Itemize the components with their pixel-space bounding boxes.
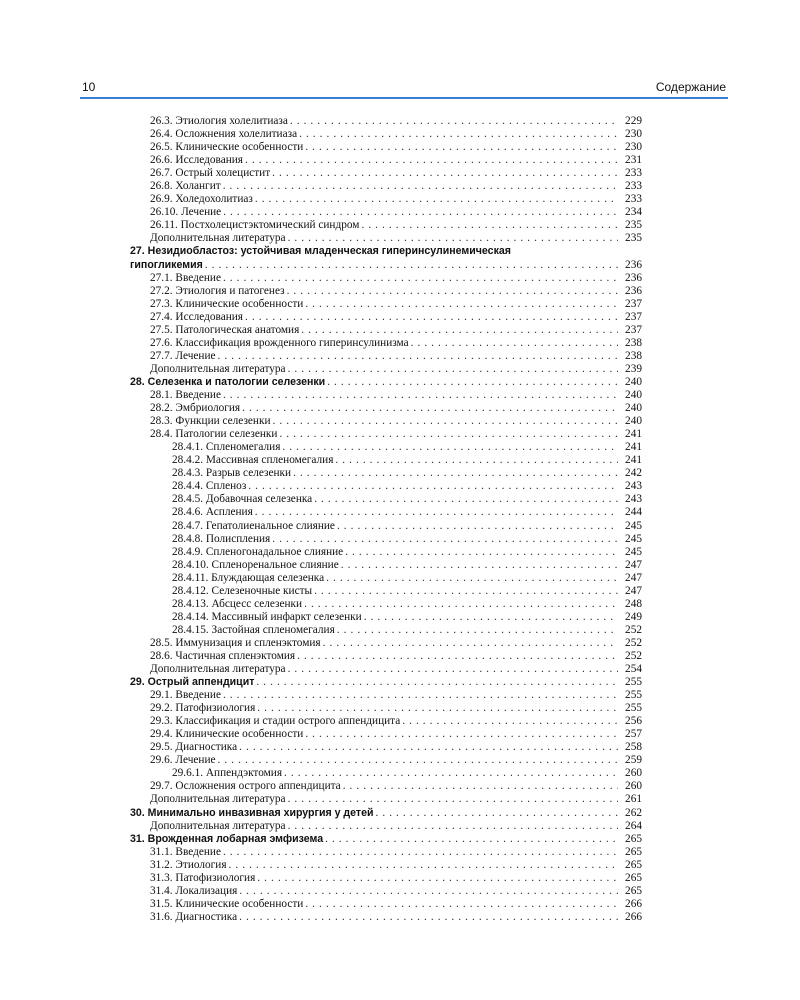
toc-leader-dots [314,493,618,506]
toc-leader-dots [223,206,618,219]
toc-leader-dots [287,285,618,298]
toc-page-number: 245 [625,519,642,532]
toc-entry[interactable] [130,115,642,128]
toc-page-number: 249 [625,610,642,623]
toc-entry-title: 31.2. Этиология [150,858,227,871]
toc-leader-dots [205,259,618,272]
toc-page-number: 238 [625,349,642,362]
toc-leader-dots [218,350,618,363]
toc-entry[interactable] [130,324,642,337]
toc-leader-dots [376,807,619,820]
toc-page-number: 260 [625,767,642,780]
toc-leader-dots [343,780,618,793]
toc-page-number: 259 [625,754,642,767]
toc-page-number: 252 [625,623,642,636]
toc-page-number: 265 [625,832,642,845]
toc-entry-title: 28.4.4. Спленоз [172,480,247,493]
toc-entry[interactable] [130,546,642,559]
toc-entry-title: 28.4.6. Аспления [172,506,253,519]
toc-entry[interactable] [130,637,642,650]
toc-entry[interactable] [130,754,642,767]
toc-entry[interactable] [130,141,642,154]
toc-entry-title: 28.1. Введение [150,389,221,402]
toc-entry-title: 28.4.5. Добавочная селезенка [172,493,313,506]
toc-entry-title: 28.4.1. Спленомегалия [172,441,281,454]
toc-leader-dots [299,128,618,141]
toc-leader-dots [239,911,618,924]
toc-entry-title: 28.3. Функции селезенки [150,415,271,428]
toc-entry[interactable] [130,441,642,454]
toc-entry-title: 28.4.12. Селезеночные кисты [172,584,313,597]
toc-page-number: 241 [625,428,642,441]
toc-chapter-entry[interactable] [130,676,642,689]
toc-entry[interactable] [130,311,642,324]
toc-page-number: 237 [625,323,642,336]
toc-entry-title: 28.5. Иммунизация и спленэктомия [150,636,321,649]
toc-entry[interactable] [130,402,642,415]
toc-page-number: 252 [625,636,642,649]
toc-entry[interactable] [130,428,642,441]
toc-entry[interactable] [130,154,642,167]
toc-entry[interactable] [130,167,642,180]
toc-page-number: 243 [625,493,642,506]
toc-leader-dots [341,559,618,572]
toc-page-number: 240 [625,415,642,428]
toc-page-number: 245 [625,545,642,558]
toc-leader-dots [279,428,618,441]
toc-entry-title: 27.7. Лечение [150,349,216,362]
toc-entry-title: 27.3. Клинические особенности [150,297,304,310]
toc-entry[interactable] [130,846,642,859]
toc-entry[interactable] [130,206,642,219]
toc-entry[interactable] [130,741,642,754]
toc-page-number: 254 [625,663,642,676]
toc-entry-title: 28.4.11. Блуждающая селезенка [172,571,325,584]
toc-entry-title: Дополнительная литература [150,663,286,676]
toc-entry[interactable] [130,585,642,598]
toc-entry-title: Дополнительная литература [150,793,286,806]
toc-entry-title: 29. Острый аппендицит [130,676,255,689]
toc-leader-dots [314,585,618,598]
toc-leader-dots [239,741,618,754]
toc-entry-title: 28.4.10. Спленоренальное слияние [172,558,339,571]
toc-entry[interactable] [130,363,642,376]
toc-entry-title: 28.4.7. Гепатолиенальное слияние [172,519,335,532]
toc-leader-dots [345,546,618,559]
toc-leader-dots [361,219,618,232]
toc-leader-dots [245,311,618,324]
toc-page-number: 265 [625,858,642,871]
toc-leader-dots [288,793,618,806]
toc-leader-dots [282,441,618,454]
toc-leader-dots [218,754,618,767]
toc-chapter-title-line: 27. Незидиобластоз: устойчивая младенческая гиперинсулинемическая [130,245,511,258]
toc-leader-dots [337,624,618,637]
toc-entry[interactable] [130,767,642,780]
page-header [80,78,728,98]
toc-page-number: 236 [625,271,642,284]
toc-entry-title: 28.4.8. Полиспления [172,532,271,545]
toc-leader-dots [288,820,618,833]
toc-page-number: 245 [625,532,642,545]
toc-leader-dots [272,533,618,546]
toc-entry-title: 28.6. Частичная спленэктомия [150,649,296,662]
toc-page-number: 233 [625,180,642,193]
toc-entry[interactable] [130,285,642,298]
toc-entry-title: 26.5. Клинические особенности [150,141,304,154]
toc-entry[interactable] [130,128,642,141]
toc-entry-title: 27.2. Этиология и патогенез [150,284,285,297]
toc-page-number: 240 [625,375,642,388]
toc-leader-dots [223,180,618,193]
toc-leader-dots [273,415,619,428]
toc-entry-title: 28.4.9. Спленогонадальное слияние [172,545,344,558]
toc-entry-title: 31.1. Введение [150,845,221,858]
toc-entry-title: 28.4. Патологии селезенки [150,428,278,441]
toc-entry-title: 29.4. Клинические особенности [150,728,304,741]
toc-page-number: 256 [625,715,642,728]
toc-entry-title: 29.7. Осложнения острого аппендицита [150,780,341,793]
toc-page-number: 247 [625,571,642,584]
toc-entry[interactable] [130,663,642,676]
toc-page-number: 261 [625,793,642,806]
toc-page-number: 231 [625,154,642,167]
toc-entry-title: Дополнительная литература [150,362,286,375]
toc-entry-title: 28.4.2. Массивная спленомегалия [172,454,334,467]
toc-page-number: 257 [625,728,642,741]
toc-entry-title: 29.2. Патофизиология [150,702,256,715]
toc-entry[interactable] [130,820,642,833]
toc-leader-dots [305,728,618,741]
toc-leader-dots [229,859,618,872]
toc-entry-title: 28. Селезенка и патологии селезенки [130,375,326,388]
toc-chapter-entry[interactable] [130,376,642,389]
toc-chapter-entry[interactable] [130,806,642,819]
toc-entry[interactable] [130,480,642,493]
toc-page-number: 248 [625,597,642,610]
toc-entry-title: 28.4.15. Застойная спленомегалия [172,623,335,636]
toc-page-number: 255 [625,702,642,715]
toc-leader-dots [284,767,618,780]
toc-leader-dots [305,298,618,311]
toc-page-number: 255 [625,689,642,702]
toc-leader-dots [255,193,618,206]
toc-page-number: 242 [625,467,642,480]
toc-entry-title: 26.4. Осложнения холелитиаза [150,128,298,141]
toc-page-number: 252 [625,649,642,662]
toc-entry-title: 29.1. Введение [150,689,221,702]
header-divider [80,97,728,99]
toc-entry-title: 26.7. Острый холецистит [150,167,271,180]
toc-entry[interactable] [130,467,642,480]
toc-entry-title: 31.6. Диагностика [150,910,238,923]
toc-entry-title: 29.3. Классификация и стадии острого аппендицита [150,715,401,728]
toc-entry-title: 29.6. Лечение [150,754,216,767]
toc-entry[interactable] [130,885,642,898]
toc-page-number: 243 [625,480,642,493]
toc-page-number: 236 [625,284,642,297]
toc-page-number: 233 [625,167,642,180]
toc-entry-title: 26.10. Лечение [150,206,222,219]
toc-page-number: 255 [625,676,642,689]
toc-leader-dots [305,898,618,911]
toc-page-number: 247 [625,558,642,571]
toc-entry[interactable] [130,702,642,715]
toc-entry[interactable] [130,559,642,572]
toc-entry[interactable] [130,415,642,428]
toc-entry[interactable] [130,872,642,885]
toc-leader-dots [255,506,618,519]
toc-entry[interactable] [130,193,642,206]
toc-entry-title: 29.5. Диагностика [150,741,238,754]
toc-entry[interactable] [130,572,642,585]
toc-leader-dots [327,376,618,389]
toc-leader-dots [223,689,618,702]
toc-entry[interactable] [130,728,642,741]
toc-leader-dots [288,363,618,376]
toc-leader-dots [301,324,618,337]
toc-entry[interactable] [130,493,642,506]
toc-entry[interactable] [130,298,642,311]
toc-page-number: 239 [625,362,642,375]
toc-entry[interactable] [130,780,642,793]
toc-page-number: 258 [625,741,642,754]
toc-leader-dots [326,572,618,585]
toc-entry[interactable] [130,389,642,402]
toc-entry[interactable] [130,180,642,193]
toc-leader-dots [297,650,618,663]
toc-page-number: 235 [625,219,642,232]
toc-entry[interactable] [130,350,642,363]
toc-entry-title: 28.4.14. Массивный инфаркт селезенки [172,610,362,623]
toc-page-number: 265 [625,884,642,897]
toc-page-number: 230 [625,141,642,154]
toc-page-number: 235 [625,232,642,245]
toc-page-number: 237 [625,310,642,323]
toc-entry[interactable] [130,232,642,245]
toc-entry-title: 28.4.3. Разрыв селезенки [172,467,292,480]
toc-page-number: 240 [625,389,642,402]
toc-entry-title: 27.4. Исследования [150,310,243,323]
toc-entry-title: 31.4. Локализация [150,884,238,897]
toc-page-number: 238 [625,336,642,349]
toc-page-number: 260 [625,780,642,793]
toc-entry-title: 26.8. Холангит [150,180,221,193]
toc-entry-title: Дополнительная литература [150,232,286,245]
toc-entry[interactable] [130,219,642,232]
toc-entry-title: Дополнительная литература [150,819,286,832]
toc-leader-dots [257,872,618,885]
toc-page-number: 230 [625,128,642,141]
toc-page-number: 264 [625,819,642,832]
toc-page-number: 244 [625,506,642,519]
toc-entry[interactable] [130,793,642,806]
toc-page-number: 266 [625,910,642,923]
toc-chapter-entry[interactable] [130,833,642,846]
toc-leader-dots [304,598,618,611]
toc-entry[interactable] [130,911,642,924]
toc-entry-title: 30. Минимально инвазивная хирургия у детей [130,806,374,819]
toc-page-number: 240 [625,402,642,415]
toc-entry-title: 26.11. Постхолецистэктомический синдром [150,219,360,232]
toc-entry-title: гипогликемия [130,258,203,271]
toc-entry-title: 26.6. Исследования [150,154,243,167]
toc-entry-title: 31.5. Клинические особенности [150,897,304,910]
toc-entry[interactable] [130,715,642,728]
toc-page-number: 265 [625,845,642,858]
page-number: 10 [82,80,96,94]
toc-leader-dots [223,272,618,285]
toc-leader-dots [223,846,618,859]
toc-leader-dots [305,141,618,154]
toc-leader-dots [337,520,618,533]
toc-entry-title: 31. Врожденная лобарная эмфизема [130,832,324,845]
toc-leader-dots [411,337,618,350]
toc-page-number: 236 [625,258,642,271]
toc-page-number: 237 [625,297,642,310]
toc-leader-dots [242,402,618,415]
section-title: Содержание [655,80,726,94]
toc-leader-dots [288,232,618,245]
toc-entry-title: 27.6. Классификация врожденного гиперинсулинизма [150,336,409,349]
toc-page-number: 265 [625,871,642,884]
toc-page-number: 233 [625,193,642,206]
toc-entry-title: 29.6.1. Аппендэктомия [172,767,283,780]
toc-entry[interactable] [130,337,642,350]
toc-page-number: 241 [625,441,642,454]
toc-page-number: 262 [625,806,642,819]
toc-entry-title: 28.2. Эмбриология [150,402,241,415]
toc-leader-dots [239,885,618,898]
toc-leader-dots [248,480,618,493]
toc-entry[interactable] [130,519,642,532]
toc-entry-title: 26.9. Холедохолитиаз [150,193,253,206]
toc-page-number: 247 [625,584,642,597]
toc-page-number: 234 [625,206,642,219]
toc-entry-title: 27.1. Введение [150,271,221,284]
toc-leader-dots [257,702,618,715]
toc-entry[interactable] [130,506,642,519]
toc-entry[interactable] [130,533,642,546]
toc-leader-dots [223,389,618,402]
toc-leader-dots [288,663,618,676]
toc-entry[interactable] [130,624,642,637]
toc-leader-dots [335,454,618,467]
toc-entry-title: 26.3. Этиология холелитиаза [150,115,288,128]
toc-leader-dots [245,154,618,167]
toc-entry[interactable] [130,898,642,911]
table-of-contents [130,115,642,924]
toc-leader-dots [402,715,618,728]
toc-leader-dots [293,467,618,480]
toc-entry[interactable] [130,598,642,611]
toc-leader-dots [325,833,618,846]
toc-entry[interactable] [130,650,642,663]
toc-entry[interactable] [130,689,642,702]
toc-entry[interactable] [130,272,642,285]
toc-entry-title: 28.4.13. Абсцесс селезенки [172,597,303,610]
toc-page-number: 266 [625,897,642,910]
toc-entry[interactable] [130,859,642,872]
toc-page-number: 241 [625,454,642,467]
toc-entry-title: 27.5. Патологическая анатомия [150,323,300,336]
toc-leader-dots [272,167,618,180]
toc-entry-title: 31.3. Патофизиология [150,871,256,884]
toc-leader-dots [323,637,618,650]
toc-leader-dots [290,115,618,128]
toc-entry[interactable] [130,454,642,467]
toc-leader-dots [256,676,618,689]
toc-chapter-entry[interactable] [130,259,642,272]
toc-entry[interactable] [130,611,642,624]
toc-page-number: 229 [625,115,642,128]
toc-leader-dots [364,611,618,624]
